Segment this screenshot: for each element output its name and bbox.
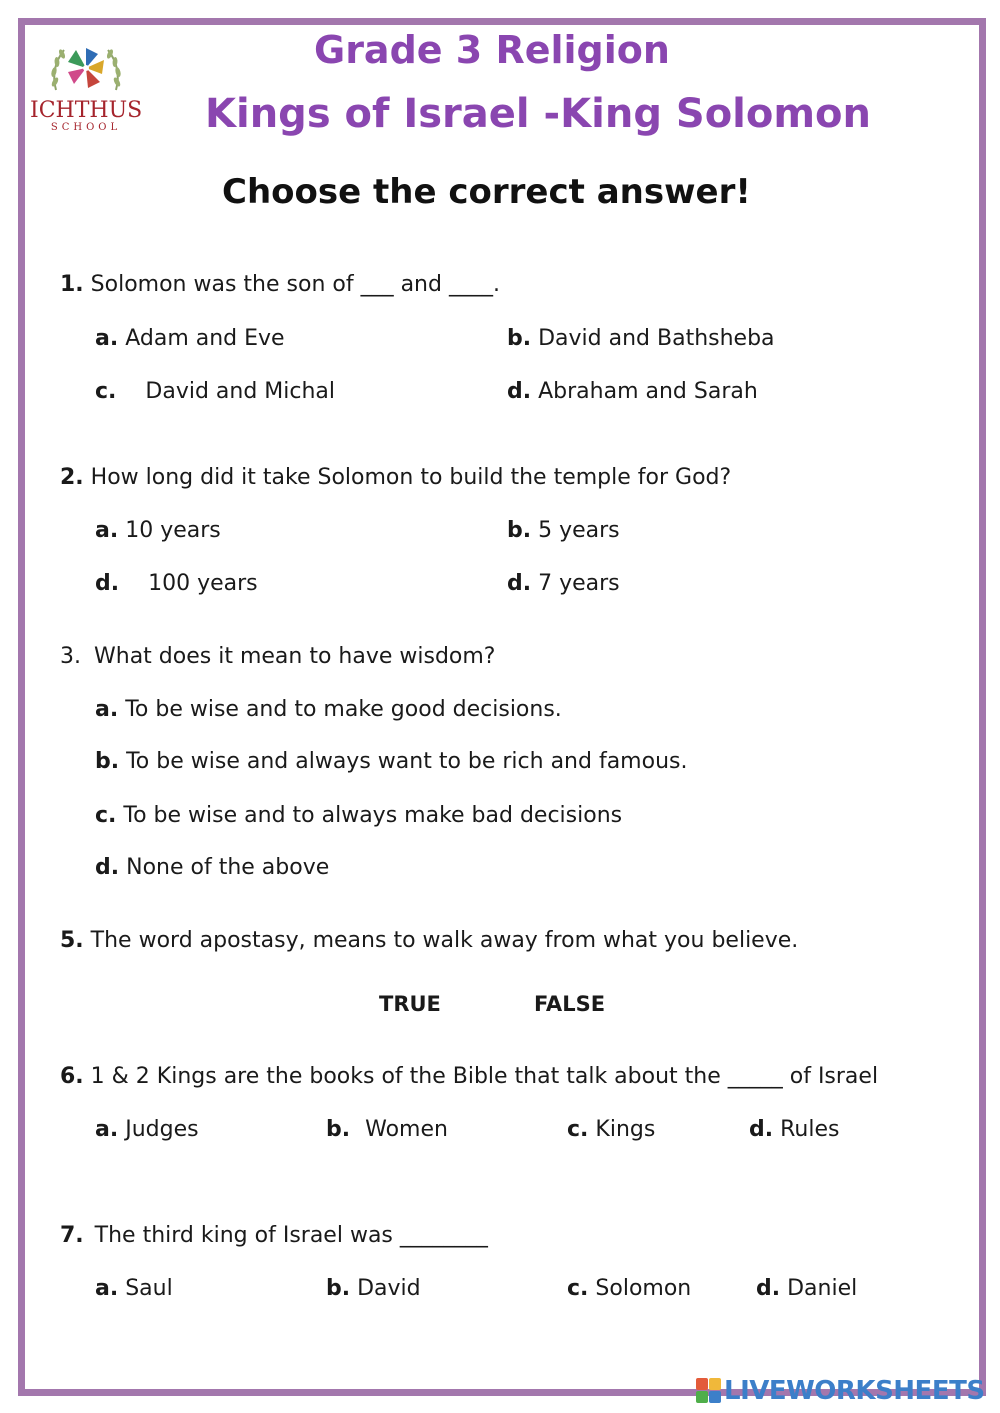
- liveworksheets-badge-icon: [696, 1378, 722, 1404]
- question-5: [60, 928, 798, 953]
- q1-option-c[interactable]: c. David and Michal: [95, 379, 336, 404]
- question-6: [60, 1064, 878, 1089]
- question-number: 2.: [60, 465, 84, 490]
- q6-option-a[interactable]: a. Judges: [95, 1117, 199, 1142]
- q2-option-d[interactable]: d. 7 years: [507, 571, 620, 596]
- question-number: 6.: [60, 1064, 84, 1089]
- question-1: [60, 272, 500, 297]
- question-2: [60, 465, 731, 490]
- logo-name: ICHTHUS: [30, 98, 143, 123]
- q7-option-c[interactable]: c. Solomon: [567, 1276, 692, 1301]
- question-text: What does it mean to have wisdom?: [94, 644, 496, 669]
- question-number: 3.: [60, 644, 81, 669]
- q2-option-a[interactable]: a. 10 years: [95, 518, 221, 543]
- question-text: The third king of Israel was ________: [94, 1223, 488, 1248]
- question-number: 5.: [60, 928, 84, 953]
- q5-option-false[interactable]: FALSE: [534, 992, 606, 1016]
- question-number: 1.: [60, 272, 84, 297]
- q3-option-a[interactable]: a. To be wise and to make good decisions.: [95, 697, 562, 722]
- q6-option-c[interactable]: c. Kings: [567, 1117, 656, 1142]
- q7-option-d[interactable]: d. Daniel: [756, 1276, 858, 1301]
- question-text: How long did it take Solomon to build the temple for God?: [90, 465, 732, 490]
- q1-option-b[interactable]: b. David and Bathsheba: [507, 326, 775, 351]
- q3-option-b[interactable]: b. To be wise and always want to be rich and famous.: [95, 749, 688, 774]
- liveworksheets-watermark: [696, 1376, 985, 1406]
- q6-option-b[interactable]: b. Women: [326, 1117, 448, 1142]
- school-emblem-icon: [30, 38, 142, 100]
- question-3: [60, 644, 495, 669]
- q1-option-d[interactable]: d. Abraham and Sarah: [507, 379, 758, 404]
- q7-option-b[interactable]: b. David: [326, 1276, 421, 1301]
- question-text: Solomon was the son of ___ and ____.: [90, 272, 500, 297]
- question-number: 7.: [60, 1223, 84, 1248]
- q5-option-true[interactable]: TRUE: [379, 992, 441, 1016]
- logo-subtitle: SCHOOL: [50, 122, 122, 133]
- q1-option-a[interactable]: a. Adam and Eve: [95, 326, 285, 351]
- q3-option-d[interactable]: d. None of the above: [95, 855, 330, 880]
- title-line-2: Kings of Israel -King Solomon: [205, 91, 871, 137]
- title-line-1: Grade 3 Religion: [314, 28, 670, 72]
- q2-option-c[interactable]: d. 100 years: [95, 571, 258, 596]
- liveworksheets-wordmark: LIVEWORKSHEETS: [724, 1376, 985, 1406]
- q2-option-b[interactable]: b. 5 years: [507, 518, 620, 543]
- question-text: 1 & 2 Kings are the books of the Bible that talk about the _____ of Israel: [90, 1064, 879, 1089]
- question-text: The word apostasy, means to walk away from what you believe.: [90, 928, 799, 953]
- q6-option-d[interactable]: d. Rules: [749, 1117, 840, 1142]
- school-logo: [30, 38, 142, 138]
- q7-option-a[interactable]: a. Saul: [95, 1276, 173, 1301]
- instruction-heading: Choose the correct answer!: [222, 172, 751, 212]
- question-7: [60, 1223, 488, 1248]
- q3-option-c[interactable]: c. To be wise and to always make bad decisions: [95, 803, 623, 828]
